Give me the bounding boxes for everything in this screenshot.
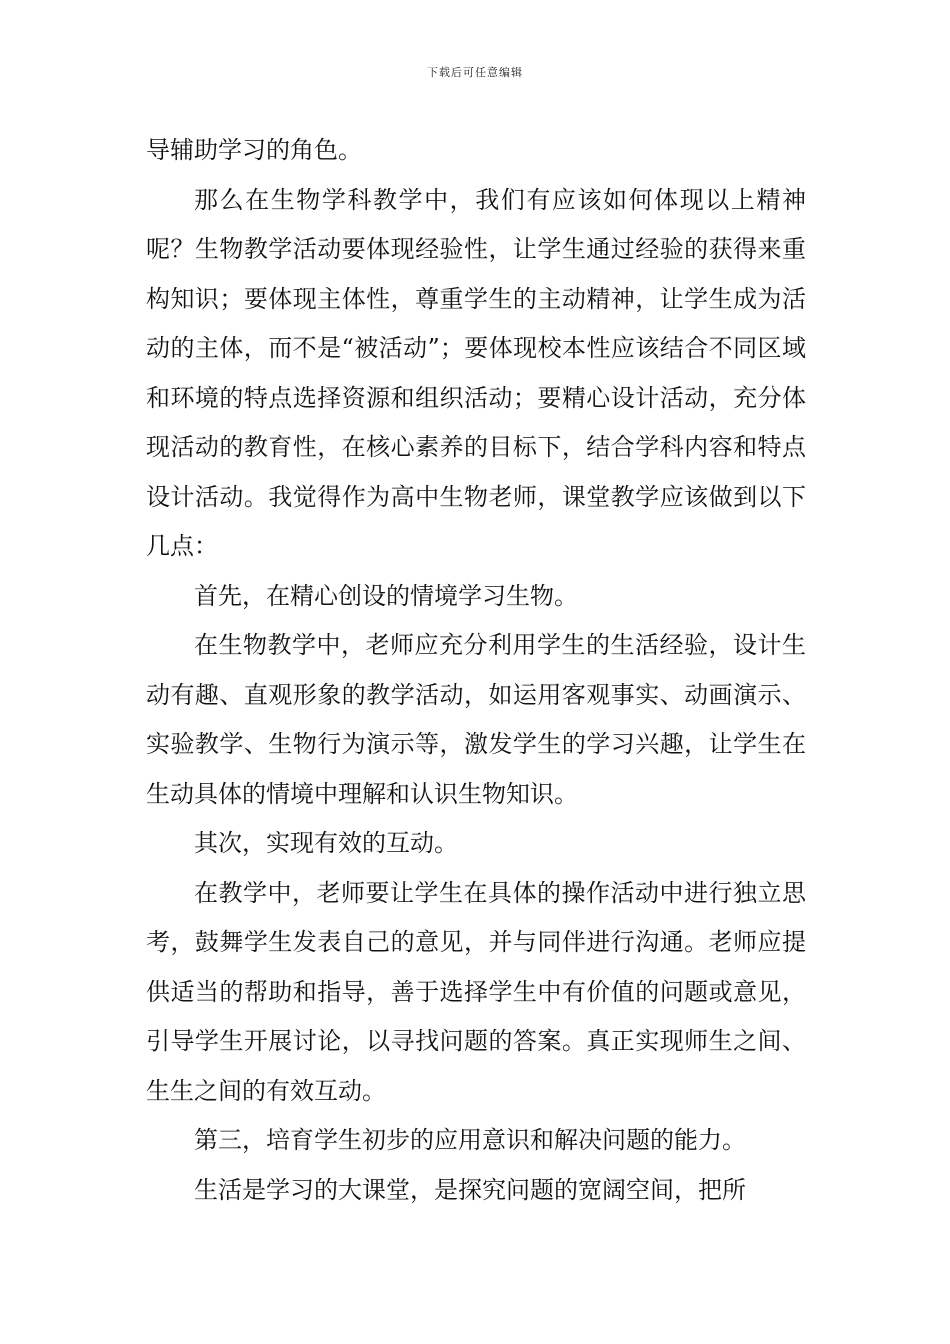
paragraph-1: 导辅助学习的角色。 [146, 136, 362, 164]
paragraph-8: 生活是学习的大课堂，是探究问题的宽阔空间，把所 [194, 1175, 746, 1204]
paragraph-7: 第三，培育学生初步的应用意识和解决问题的能力。 [194, 1126, 746, 1154]
page-header: 下载后可任意编辑 [427, 66, 523, 79]
paragraph-3: 首先，在精心创设的情境学习生物。 [194, 581, 578, 610]
paragraph-2: 那么在生物学科教学中，我们有应该如何体现以上精神呢？生物教学活动要体现经验性，让学生通过经验的获得来重构知识；要体现主体性，尊重学生的主动精神，让学生成为活动的主体，而不是“被活动”；要体现校本性应该结合不同区域和环境的特点选择资源和组织活动；要精心设计活动，充分体现活动的教育性，在核心素养的目标下，结合学科内容和特点设计活动。我觉得作为高中生物老师，课堂教学应该做到以下几点： [146, 185, 806, 560]
paragraph-6: 在教学中，老师要让学生在具体的操作活动中进行独立思考，鼓舞学生发表自己的意见，并与同伴进行沟通。老师应提供适当的帮助和指导，善于选择学生中有价值的问题或意见，引导学生开展讨论，以寻找问题的答案。真正实现师生之间、生生之间的有效互动。 [146, 878, 806, 1105]
paragraph-5: 其次，实现有效的互动。 [194, 829, 458, 857]
paragraph-4: 在生物教学中，老师应充分利用学生的生活经验，设计生动有趣、直观形象的教学活动，如运用客观事实、动画演示、实验教学、生物行为演示等，激发学生的学习兴趣，让学生在生动具体的情境中理解和认识生物知识。 [146, 631, 806, 808]
document-body [146, 126, 806, 1215]
